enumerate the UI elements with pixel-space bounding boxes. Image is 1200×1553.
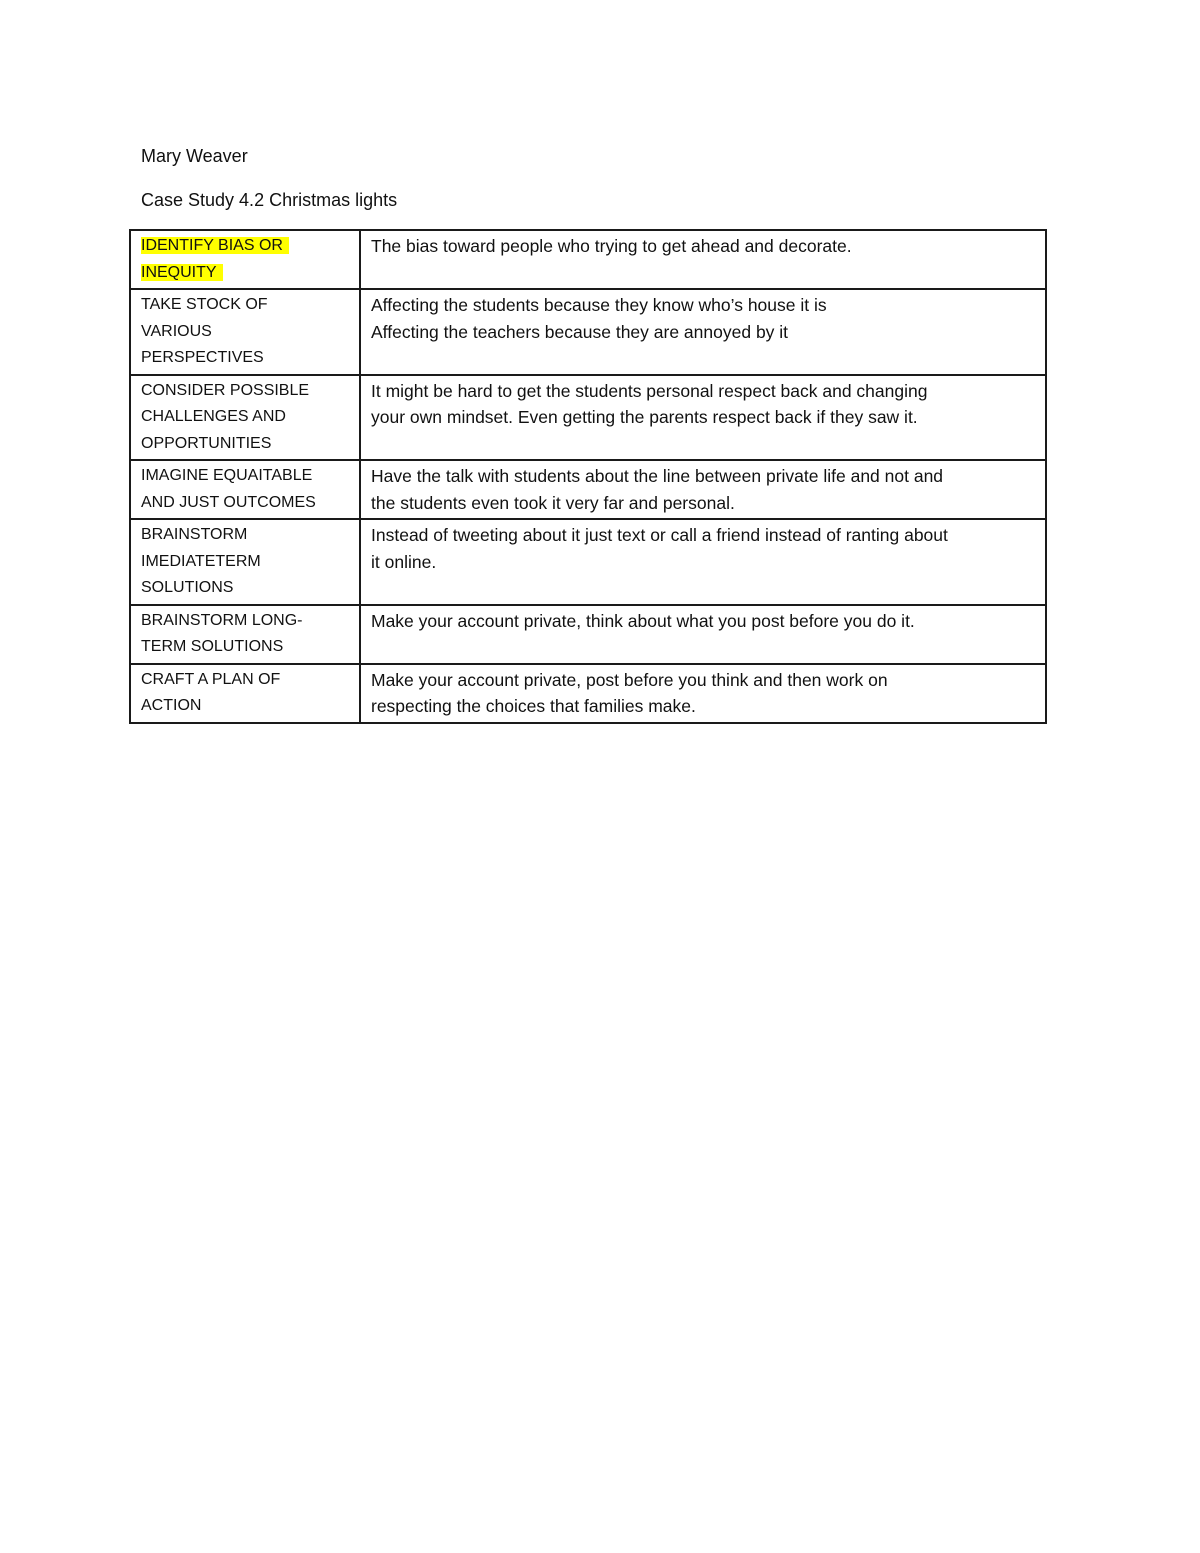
- label-line: CRAFT A PLAN OF: [141, 670, 281, 688]
- label-line: BRAINSTORM: [141, 526, 248, 543]
- row-value: [360, 460, 1046, 519]
- label-line: OPPORTUNITIES: [141, 434, 272, 452]
- label-line: IMAGINE EQUAITABLE: [141, 467, 313, 484]
- row-value: [360, 230, 1046, 289]
- value-line: Instead of tweeting about it just text or call a friend instead of ranting about: [371, 525, 948, 545]
- label-line: TAKE STOCK OF: [141, 296, 268, 313]
- table-row: [130, 375, 1046, 461]
- highlighted-label-text: INEQUITY: [141, 264, 223, 281]
- label-line: IMEDIATETERM: [141, 552, 261, 570]
- value-line: Have the talk with students about the line between private life and not and: [371, 466, 944, 486]
- label-line: ACTION: [141, 697, 202, 714]
- table-row: [130, 664, 1046, 723]
- label-line: AND JUST OUTCOMES: [141, 493, 316, 511]
- value-line: Make your account private, think about what you post before you do it.: [371, 610, 915, 631]
- table-row: [130, 289, 1046, 375]
- label-line: VARIOUS: [141, 322, 212, 340]
- highlighted-label-text: IDENTIFY BIAS OR: [141, 237, 289, 254]
- row-value: [360, 664, 1046, 723]
- row-value: [360, 519, 1046, 605]
- row-label: [130, 460, 360, 519]
- document-title: Case Study 4.2 Christmas lights: [141, 190, 398, 210]
- value-line: Make your account private, post before you think and then work on: [371, 669, 888, 690]
- row-value: [360, 605, 1046, 664]
- case-study-table: [129, 229, 1047, 724]
- author-name: Mary Weaver: [141, 146, 248, 166]
- value-line: Affecting the students because they know who’s house it is: [371, 295, 827, 315]
- row-label: [130, 230, 360, 289]
- value-line: your own mindset. Even getting the parents respect back if they saw it.: [371, 407, 918, 427]
- value-line: it online.: [371, 551, 437, 572]
- value-line: respecting the choices that families make.: [371, 696, 696, 716]
- label-line: SOLUTIONS: [141, 579, 234, 596]
- label-line: CHALLENGES AND: [141, 408, 286, 425]
- row-label: [130, 664, 360, 723]
- value-line: It might be hard to get the students personal respect back and changing: [371, 380, 928, 401]
- row-label: [130, 605, 360, 664]
- label-line: BRAINSTORM LONG-: [141, 611, 303, 629]
- table-row: [130, 519, 1046, 605]
- label-line: CONSIDER POSSIBLE: [141, 381, 310, 399]
- row-value: [360, 289, 1046, 375]
- table-row: [130, 230, 1046, 289]
- row-label: [130, 375, 360, 461]
- table-row: [130, 605, 1046, 664]
- label-line: PERSPECTIVES: [141, 349, 264, 366]
- table-row: [130, 460, 1046, 519]
- value-line: The bias toward people who trying to get ahead and decorate.: [371, 236, 852, 256]
- row-label: [130, 519, 360, 605]
- row-value: [360, 375, 1046, 461]
- row-label: [130, 289, 360, 375]
- value-line: the students even took it very far and personal.: [371, 492, 735, 513]
- value-line: Affecting the teachers because they are annoyed by it: [371, 321, 789, 342]
- label-line: TERM SOLUTIONS: [141, 638, 284, 655]
